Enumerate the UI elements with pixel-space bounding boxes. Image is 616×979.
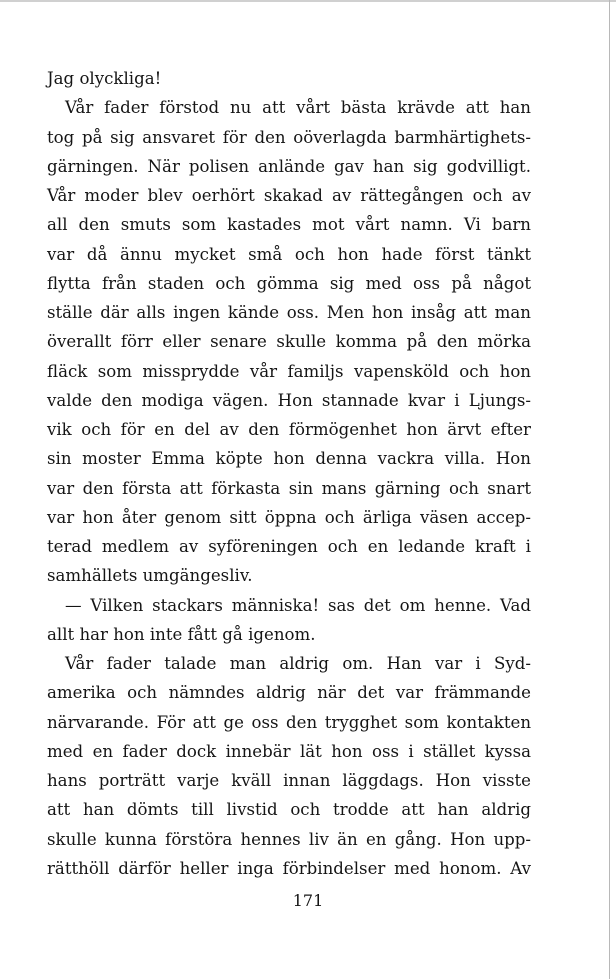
text-line: rätthöll därför heller inga förbindelser med honom. Av (47, 858, 531, 878)
text-line: vik och för en del av den förmögenhet hon ärvt efter (47, 420, 531, 439)
text-line: att han dömts till livstid och trodde att han aldrig (47, 800, 531, 820)
text-line: samhällets umgängesliv. (47, 566, 253, 586)
text-line: tog på sig ansvaret för den oöverlagda barmhärtighets- (47, 127, 531, 147)
page-top-edge (0, 0, 616, 2)
text-line: amerika och nämndes aldrig när det var främmande (47, 683, 531, 703)
text-line: Vår fader förstod nu att vårt bästa krävde att han (65, 98, 531, 118)
text-line: all den smuts som kastades mot vårt namn. Vi barn (47, 215, 531, 235)
text-line: med en fader dock innebär lät hon oss i stället kyssa (47, 741, 531, 761)
text-line: valde den modiga vägen. Hon stannade kvar i Ljungs- (47, 390, 531, 410)
text-line: — Vilken stackars människa! sas det om henne. Vad (65, 595, 531, 615)
body-text (47, 64, 531, 883)
text-line: hans porträtt varje kväll innan läggdags. Hon visste (47, 771, 531, 790)
page-right-edge (609, 0, 610, 979)
page-number: 171 (292, 891, 324, 910)
text-line: flytta från staden och gömma sig med oss på något (47, 273, 531, 293)
text-line: sin moster Emma köpte hon denna vackra villa. Hon (47, 449, 531, 469)
text-line: överallt förr eller senare skulle komma på den mörka (47, 332, 531, 352)
text-line: Jag olyckliga! (47, 69, 162, 88)
text-line: var då ännu mycket små och hon hade först tänkt (47, 244, 531, 264)
text-line: Vår fader talade man aldrig om. Han var i Syd- (65, 654, 531, 673)
text-line: ställe där alls ingen kände oss. Men hon insåg att man (47, 303, 531, 322)
text-line: var den första att förkasta sin mans gärning och snart (47, 478, 531, 498)
text-line: allt har hon inte fått gå igenom. (47, 624, 316, 644)
text-line: var hon åter genom sitt öppna och ärliga väsen accep- (47, 507, 531, 527)
text-line: fläck som missprydde vår familjs vapensköld och hon (47, 361, 531, 381)
text-line: gärningen. När polisen anlände gav han sig godvilligt. (47, 156, 531, 176)
text-line: Vår moder blev oerhört skakad av rättegången och av (47, 186, 531, 205)
text-line: skulle kunna förstöra hennes liv än en gång. Hon upp- (47, 829, 531, 849)
text-line: terad medlem av syföreningen och en ledande kraft i (47, 537, 531, 556)
text-line: närvarande. För att ge oss den trygghet som kontakten (47, 712, 531, 732)
